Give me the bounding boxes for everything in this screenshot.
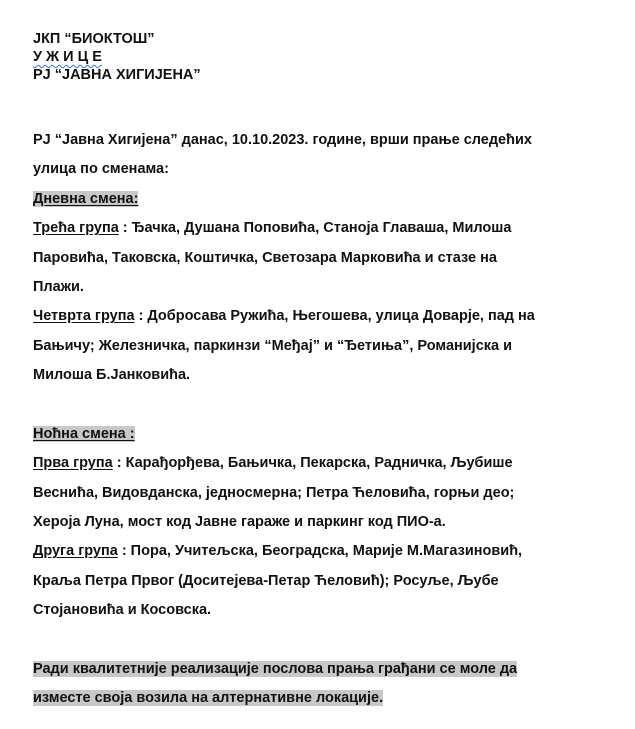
night-shift-title: Ноћна смена : <box>33 425 135 442</box>
group2-text-1: : Пора, Учитељска, Београдска, Марије М.Магазиновић, <box>117 543 523 560</box>
group1-line-2: Веснића, Видовданска, једносмерна; Петра Ћеловића, горњи део; <box>33 484 515 501</box>
notice-text-2: изместе своја возила на алтернативне локације. <box>33 690 384 707</box>
group3-label: Трећа група <box>33 220 119 237</box>
group2-label: Друга група <box>33 543 118 560</box>
day-shift-heading <box>33 185 613 214</box>
intro-line-2: улица по сменама: <box>33 161 169 178</box>
intro-line-1: РЈ “Јавна Хигијена” данас, 10.10.2023. године, врши прање следећих <box>33 132 532 148</box>
notice-text-1: Ради квалитетније реализације послова прања грађани се моле да <box>33 661 518 678</box>
group1-text-1: : Карађорђева, Бањичка, Пекарска, Радничка, Љубише <box>112 455 513 472</box>
night-shift-heading <box>33 420 613 449</box>
unit-name: РЈ “ЈАВНА ХИГИЈЕНА” <box>33 67 201 83</box>
group3-line-2: Паровића, Таковска, Коштичка, Светозара Марковића и стазе на <box>33 249 497 266</box>
group3-text-1: : Ђачка, Душана Поповића, Станоја Главаша, Милоша <box>118 220 512 237</box>
spacer <box>33 391 613 420</box>
company-name: ЈКП “БИОКТОШ” <box>33 31 155 47</box>
group4-line-1 <box>33 302 613 331</box>
group2-line-3: Стојановића и Косовска. <box>33 602 212 619</box>
notice-line-1 <box>33 655 613 684</box>
group4-text-1: : Добросава Ружића, Његошева, улица Доварје, пад на <box>134 308 535 325</box>
group1-line-1 <box>33 449 613 478</box>
spacer <box>33 626 613 655</box>
group3-line-1 <box>33 214 613 243</box>
group2-line-1 <box>33 537 613 566</box>
group4-line-3: Милоша Б.Јанковића. <box>33 367 191 384</box>
day-shift-title: Дневна смена: <box>33 190 139 207</box>
group4-line-2: Бањичу; Железничка, паркинзи “Међај” и “Ђетиња”, Романијска и <box>33 337 513 354</box>
group3-line-3: Плажи. <box>33 278 84 295</box>
group2-line-2: Краља Петра Првог (Доситејева-Петар Ћеловић); Росуље, Љубе <box>33 572 499 589</box>
city-name: У Ж И Ц Е <box>33 49 102 65</box>
group1-line-3: Хероја Луна, мост код Јавне гараже и паркинг код ПИО-а. <box>33 514 446 531</box>
notice-line-2 <box>33 684 613 713</box>
group1-label: Прва група <box>33 455 113 472</box>
document-header <box>33 30 201 84</box>
document-body <box>33 126 613 714</box>
group4-label: Четврта група <box>33 308 135 325</box>
